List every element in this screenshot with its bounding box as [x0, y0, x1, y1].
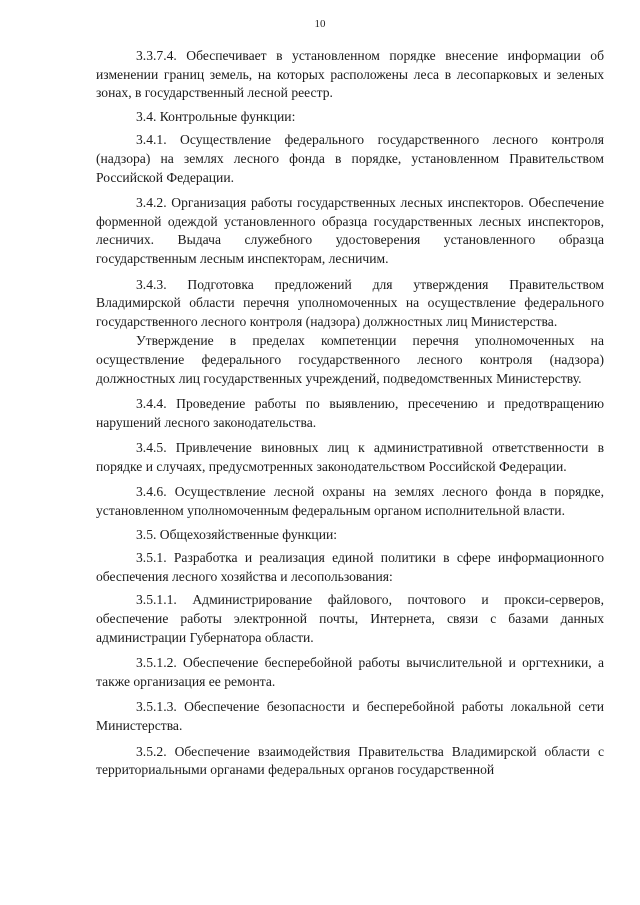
paragraph-3-4-3: 3.4.3. Подготовка предложений для утверждения Правительством Владимирской области перечня уполномоченных на осуществление федерального государственного лесного контроля (надзора) должностных лиц Министерства.	[96, 276, 604, 329]
paragraph-3-4-3-approval: Утверждение в пределах компетенции перечня уполномоченных на осуществление федерального государственного лесного контроля (надзора) должностных лиц государственных учреждений, подведомственных Министерству.	[96, 333, 604, 386]
paragraph-3-5-2: 3.5.2. Обеспечение взаимодействия Правительства Владимирской области с территориальными органами федеральных органов государственной	[96, 743, 604, 778]
paragraph-3-5-1-3: 3.5.1.3. Обеспечение безопасности и бесперебойной работы локальной сети Министерства.	[96, 699, 604, 733]
paragraph-3-4-6: 3.4.6. Осуществление лесной охраны на землях лесного фонда в порядке, установленном уполномоченным федеральным органом исполнительной власти.	[96, 484, 604, 519]
paragraph-3-4-5: 3.4.5. Привлечение виновных лиц к административной ответственности в порядке и случаях, предусмотренных законодательством Российской Федерации.	[96, 440, 604, 474]
paragraph-3-4-4: 3.4.4. Проведение работы по выявлению, пресечению и предотвращению нарушений лесного законодательства.	[96, 396, 604, 430]
paragraph-3-5-1-1: 3.5.1.1. Администрирование файлового, почтового и прокси-серверов, обеспечение работы электронной почты, Интернета, связи с базами данных администрации Губернатора области.	[96, 592, 604, 645]
paragraph-3-4-2: 3.4.2. Организация работы государственных лесных инспекторов. Обеспечение форменной одеждой установленного образца государственных лесных инспекторов, лесничих. Выдача служебного удостоверения установленного образца государственным лесным инспекторам, лесничим.	[96, 195, 604, 266]
paragraph-3-4-1: 3.4.1. Осуществление федерального государственного лесного контроля (надзора) на землях лесного фонда в порядке, установленном Правительством Российской Федерации.	[96, 132, 604, 185]
paragraph-3-4-heading: 3.4. Контрольные функции:	[136, 108, 296, 124]
document-body	[96, 47, 604, 780]
paragraph-3-5-heading: 3.5. Общехозяйственные функции:	[136, 526, 338, 542]
paragraph-3-5-1: 3.5.1. Разработка и реализация единой политики в сфере информационного обеспечения лесного хозяйства и лесопользования:	[96, 550, 604, 584]
page-number: 10	[314, 18, 326, 30]
paragraph-3-5-1-2: 3.5.1.2. Обеспечение бесперебойной работы вычислительной и оргтехники, а также организация ее ремонта.	[96, 655, 604, 689]
paragraph-3-3-7-4: 3.3.7.4. Обеспечивает в установленном порядке внесение информации об изменении границ земель, на которых расположены леса в лесопарковых и зеленых зонах, в государственный лесной реестр.	[96, 48, 604, 101]
